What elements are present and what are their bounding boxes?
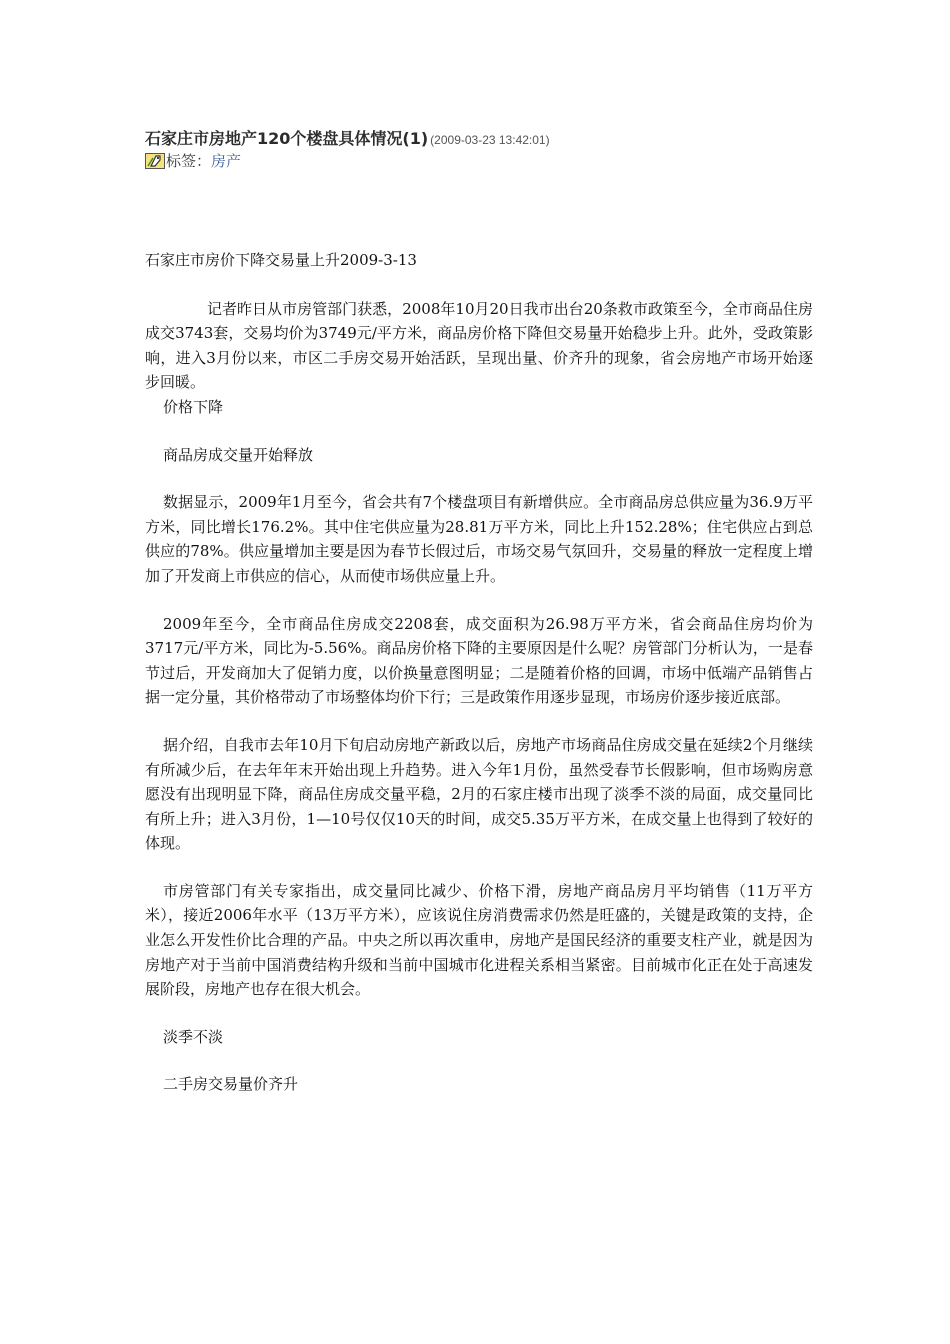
post-header [145,128,845,171]
tag-icon [145,153,165,169]
tag-label: 标签： [166,152,212,170]
tag-line [145,151,845,171]
tag-link-fangchan[interactable]: 房产 [211,152,242,170]
paragraph-market-trend: 据介绍，自我市去年10月下旬启动房地产新政以后，房地产市场商品住房成交量在延续2个月继续有所减少后，在去年年末开始出现上升趋势。进入今年1月份，虽然受春节长假影响，但市场购房意愿没有出现明显下降，商品住房成交量平稳，2月的石家庄楼市出现了淡季不淡的局面，成交量同比有所上升；进入3月份，1—10号仅仅10天的时间，成交5.35万平方米，在成交量上也得到了较好的体现。 [145,735,813,853]
post-title[interactable]: 石家庄市房地产120个楼盘具体情况(1) [145,129,429,148]
title-line [145,128,845,151]
paragraph-supply-data: 数据显示，2009年1月至今，省会共有7个楼盘项目有新增供应。全市商品房总供应量为36.9万平方米，同比增长176.2%。其中住宅供应量为28.81万平方米，同比上升152.28%；住宅供应占到总供应的78%。供应量增加主要是因为春节长假过后，市场交易气氛回升，交易量的释放一定程度上增加了开发商上市供应的信心，从而使市场供应量上升。 [145,493,813,585]
article-subtitle: 石家庄市房价下降交易量上升2009-3-13 [145,251,417,269]
section-heading-volume-release: 商品房成交量开始释放 [163,445,314,464]
paragraph-transactions: 2009年至今，全市商品住房成交2208套，成交面积为26.98万平方米，省会商品住房均价为3717元/平方米，同比为-5.56%。商品房价格下降的主要原因是什么呢？房管部门分析认为，一是春节过后，开发商加大了促销力度，以价换量意图明显；二是随着价格的回调，市场中低端产品销售占据一定分量，其价格带动了市场整体均价下行；三是政策作用逐步显现，市场房价逐步接近底部。 [145,614,813,707]
post-timestamp: (2009-03-23 13:42:01) [430,133,550,147]
section-heading-price-drop: 价格下降 [163,397,224,416]
paragraph-expert-view: 市房管部门有关专家指出，成交量同比减少、价格下滑，房地产商品房月平均销售（11万平方米），接近2006年水平（13万平方米），应该说住房消费需求仍然是旺盛的，关键是政策的支持，企业怎么开发性价比合理的产品。中央之所以再次重申，房地产是国民经济的重要支柱产业，就是因为房地产对于当前中国消费结构升级和当前中国城市化进程关系相当紧密。目前城市化正在处于高速发展阶段，房地产也存在很大机会。 [145,881,813,999]
article-body [145,248,813,1097]
section-heading-off-season: 淡季不淡 [163,1027,224,1046]
paragraph-intro: 记者昨日从市房管部门获悉，2008年10月20日我市出台20条救市政策至今，全市商品住房成交3743套，交易均价为3749元/平方米，商品房价格下降但交易量开始稳步上升。此外，受政策影响，进入3月份以来，市区二手房交易开始活跃，呈现出量、价齐升的现象，省会房地产市场开始逐步回暖。 [145,299,813,392]
section-heading-second-hand: 二手房交易量价齐升 [163,1075,299,1094]
